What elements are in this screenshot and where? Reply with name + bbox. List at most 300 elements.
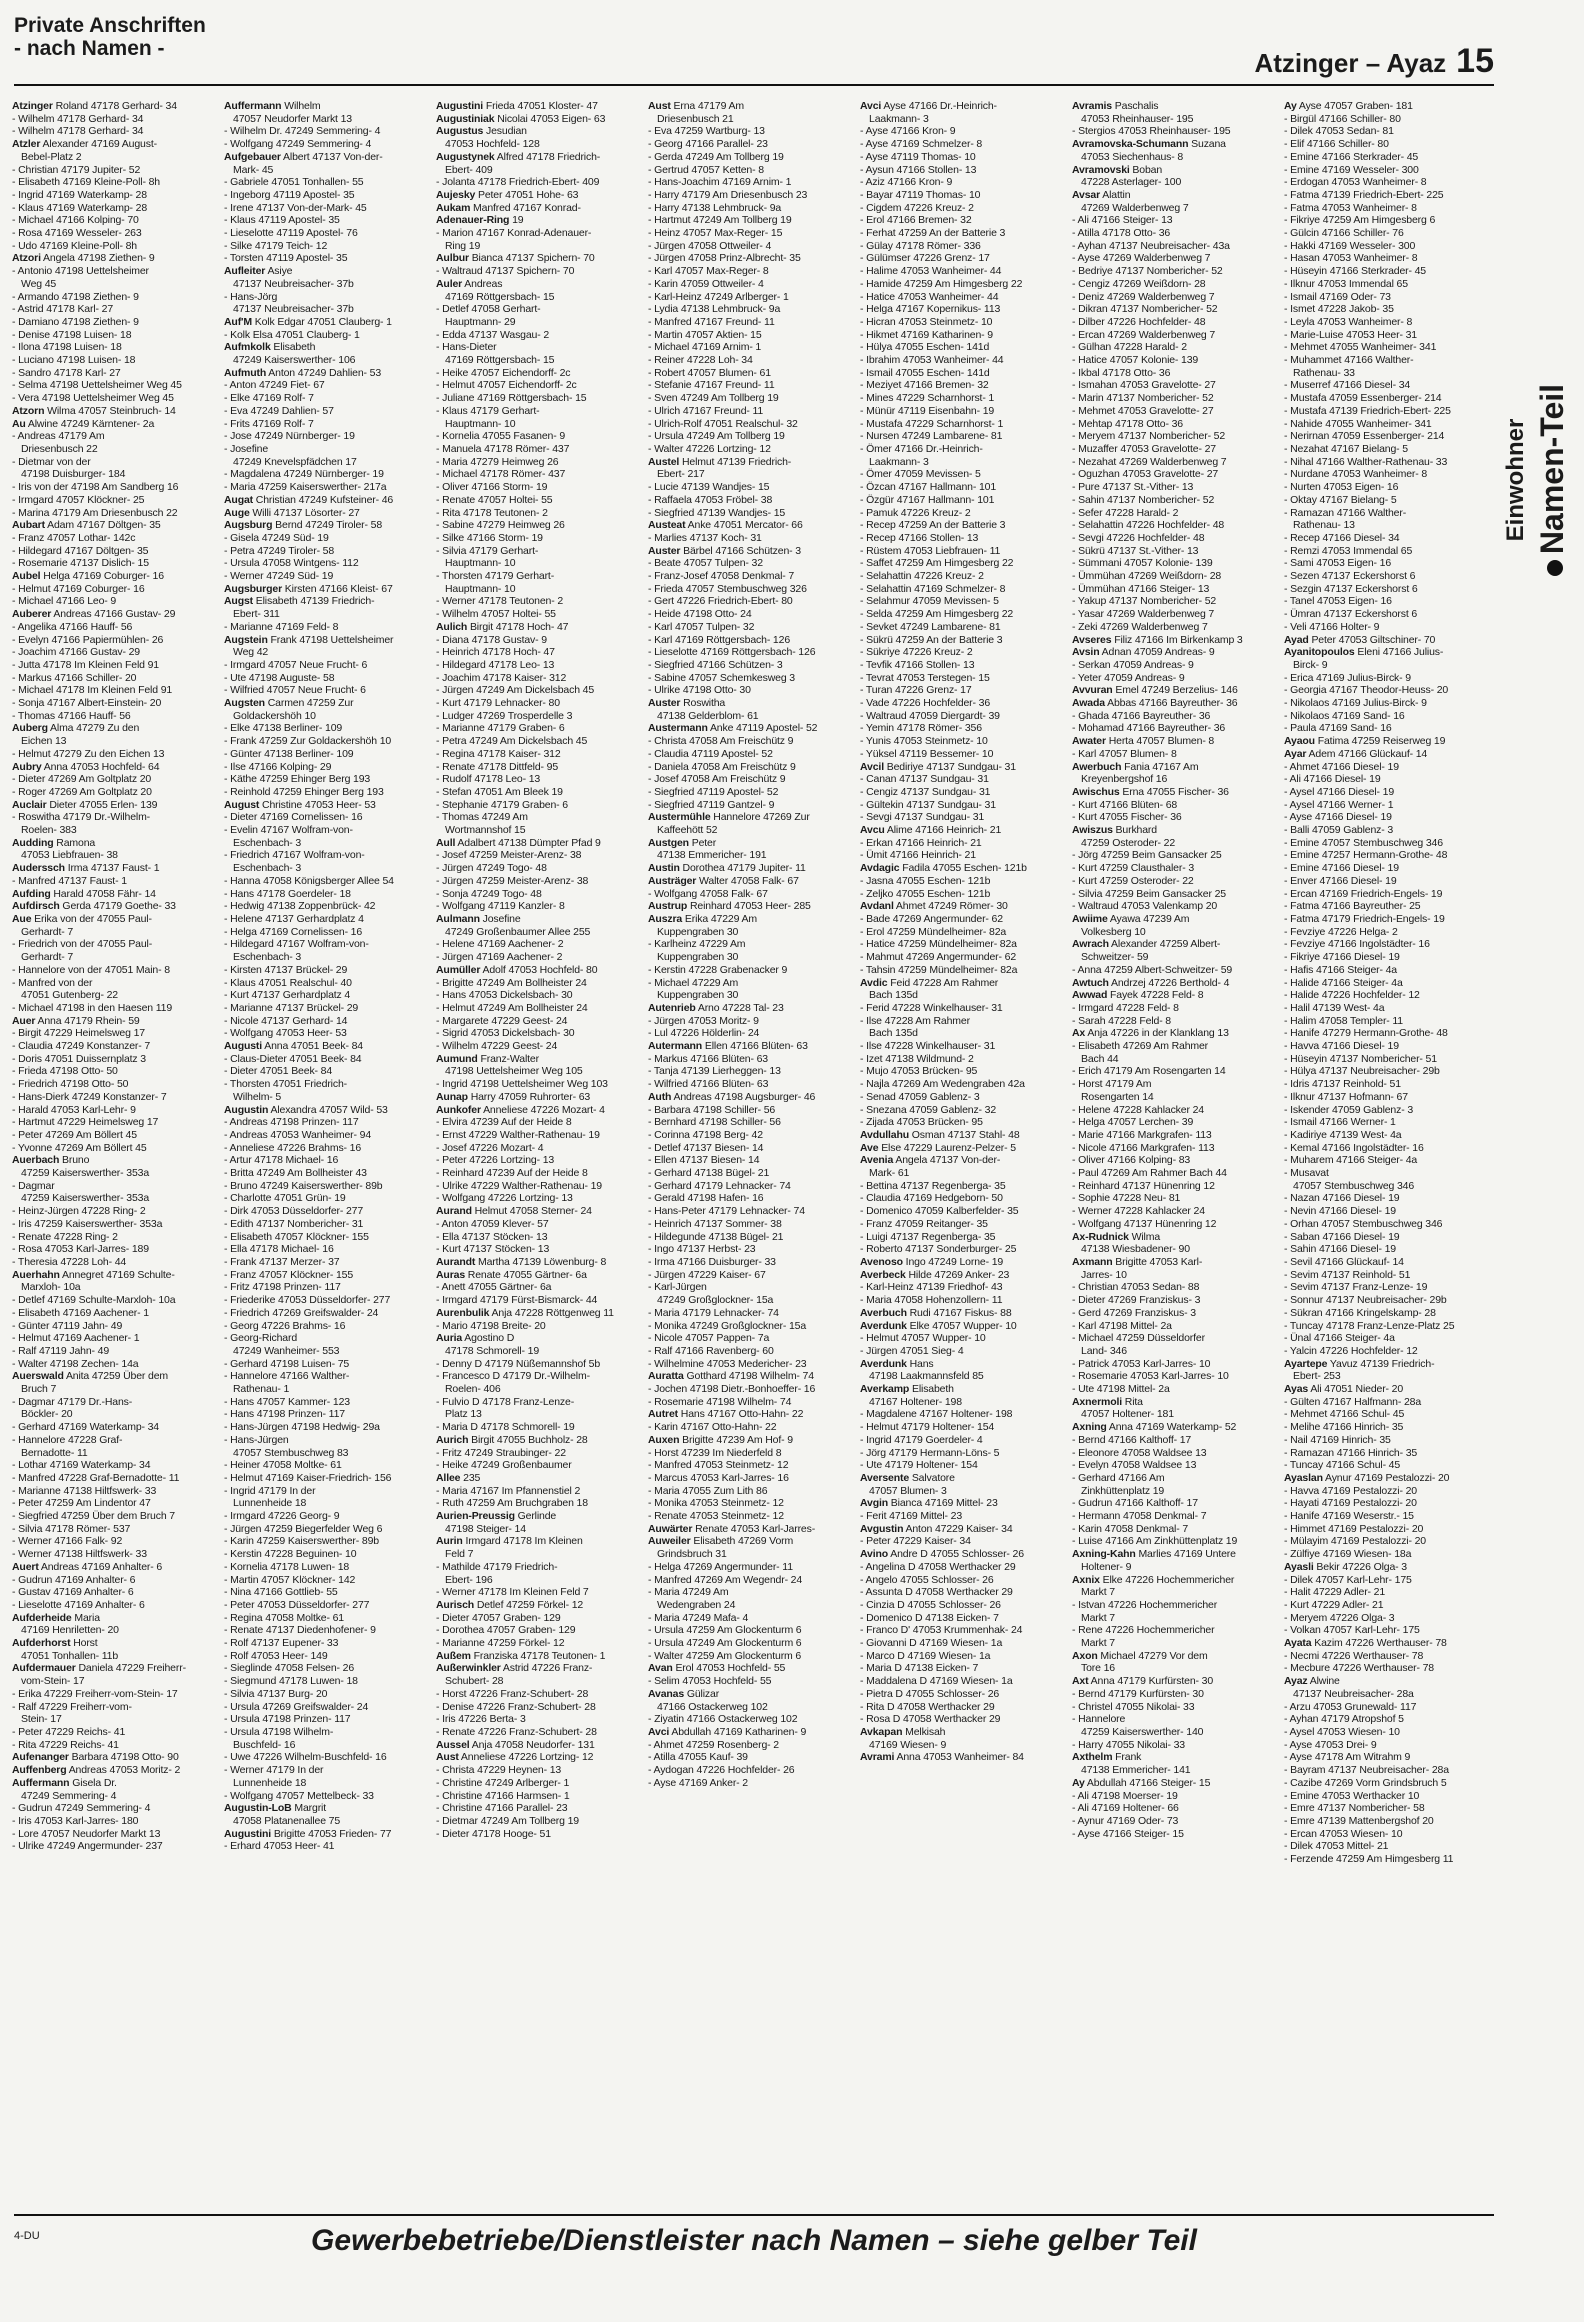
- directory-entry: - Lydia 47138 Lehmbruck- 9a: [648, 303, 781, 316]
- directory-entry: - Silvia 47179 Gerhart-: [436, 544, 539, 557]
- directory-entry: 47138 Gelderblom- 61: [657, 709, 759, 722]
- directory-entry: Ayaslan Aynur 47169 Pestalozzi- 20: [1284, 1471, 1450, 1484]
- directory-entry: - Erol 47259 Mündelheimer- 82a: [860, 925, 1007, 938]
- directory-entry: - Kemal 47166 Ingolstädter- 16: [1284, 1141, 1424, 1154]
- directory-entry: - Renate 47228 Ring- 2: [12, 1230, 118, 1243]
- directory-entry: - Käthe 47259 Ehinger Berg 193: [224, 773, 371, 786]
- directory-entry: - Kerstin 47228 Grabenacker 9: [648, 963, 788, 976]
- directory-entry: Austräger Walter 47058 Falk- 67: [648, 874, 799, 887]
- directory-entry: - Ismail 47166 Werner- 1: [1284, 1116, 1396, 1129]
- directory-entry: - Michael 47178 Im Kleinen Feld 91: [12, 684, 173, 697]
- directory-entry: - Bayar 47119 Thomas- 10: [860, 188, 981, 201]
- directory-entry: - Deniz 47269 Walderbenweg 7: [1072, 290, 1215, 303]
- directory-entry: - Volkan 47057 Karl-Lehr- 175: [1284, 1624, 1420, 1637]
- directory-entry: - Helmut 47057 Eichendorff- 2c: [436, 379, 577, 392]
- directory-entry: - Luigi 47137 Regenberga- 35: [860, 1230, 996, 1243]
- directory-entry: Ebert- 409: [445, 163, 493, 176]
- directory-entry: Hauptmann- 10: [445, 557, 516, 570]
- directory-entry: - Harry 47179 Am Driesenbusch 23: [648, 188, 808, 201]
- directory-entry: - Wolfgang 47057 Mettelbeck- 33: [224, 1789, 374, 1802]
- directory-entry: - Anneliese 47226 Brahms- 16: [224, 1141, 362, 1154]
- directory-entry: - Ilse 47166 Kolping- 29: [224, 760, 332, 773]
- directory-entry: - Kornelia 47055 Fasanen- 9: [436, 430, 566, 443]
- directory-entry: - Muzaffer 47053 Gravelotte- 27: [1072, 442, 1216, 455]
- directory-entry: - Aydogan 47226 Hochfelder- 26: [648, 1764, 795, 1777]
- directory-entry: Auster Bärbel 47166 Schützen- 3: [648, 544, 801, 557]
- directory-entry: - Elvira 47239 Auf der Heide 8: [436, 1116, 572, 1129]
- directory-entry: Augustynek Alfred 47178 Friedrich-: [436, 150, 601, 163]
- directory-entry: - Mustafa 47059 Essenberger- 214: [1284, 392, 1442, 405]
- directory-entry: - Wolfgang 47249 Semmering- 4: [224, 138, 372, 151]
- directory-entry: - Ilknur 47137 Hofmann- 67: [1284, 1090, 1408, 1103]
- directory-entry: - Havva 47169 Pestalozzi- 20: [1284, 1484, 1417, 1497]
- directory-entry: Rathenau- 13: [1293, 519, 1355, 532]
- directory-entry: Augst Elisabeth 47139 Friedrich-: [224, 595, 375, 608]
- directory-entry: - Gerda 47249 Am Tollberg 19: [648, 150, 784, 163]
- directory-entry: Avgustin Anton 47229 Kaiser- 34: [860, 1522, 1013, 1535]
- directory-entry: - Christian 47053 Sedan- 88: [1072, 1281, 1200, 1294]
- directory-entry: - Enver 47166 Diesel- 19: [1284, 874, 1397, 887]
- directory-entry: Averdunk Hans: [860, 1357, 934, 1370]
- directory-entry: - Ferid 47228 Winkelhauser- 31: [860, 1001, 1003, 1014]
- directory-entry: - Heinrich 47178 Hoch- 47: [436, 646, 555, 659]
- directory-entry: - Balli 47059 Gablenz- 3: [1284, 824, 1394, 837]
- directory-entry: - Gerhard 47138 Bügel- 21: [648, 1167, 770, 1180]
- directory-entry: - Lieselotte 47169 Röttgersbach- 126: [648, 646, 816, 659]
- directory-entry: Atzori Angela 47198 Ziethen- 9: [12, 252, 155, 265]
- directory-entry: - Kadiriye 47139 West- 4a: [1284, 1128, 1402, 1141]
- directory-entry: Ebert- 196: [445, 1573, 493, 1586]
- directory-entry: - Rita 47229 Reichs- 41: [12, 1738, 119, 1751]
- directory-entry: - Mahmut 47269 Angermunder- 62: [860, 951, 1017, 964]
- directory-entry: - Artur 47178 Michael- 16: [224, 1154, 339, 1167]
- directory-entry: - Georg 47166 Parallel- 23: [648, 138, 768, 151]
- directory-entry: - Siegfried 47166 Schützen- 3: [648, 658, 783, 671]
- directory-entry: - Rosemarie 47198 Wilhelm- 74: [648, 1395, 792, 1408]
- directory-entry: - Dieter 47051 Beek- 84: [224, 1065, 333, 1078]
- directory-entry: - Erol 47166 Bremen- 32: [860, 214, 972, 227]
- directory-entry: - Erdogan 47053 Wanheimer- 8: [1284, 176, 1427, 189]
- directory-entry: - Saffet 47259 Am Himgesberg 22: [860, 557, 1014, 570]
- directory-entry: - Ursula 47058 Wintgens- 112: [224, 557, 359, 570]
- directory-entry: Rathenau- 33: [1293, 366, 1355, 379]
- directory-entry: - Lore 47057 Neudorfer Markt 13: [12, 1827, 161, 1840]
- directory-entry: - Heinz-Jürgen 47228 Ring- 2: [12, 1205, 146, 1218]
- directory-entry: - Edda 47137 Wasgau- 2: [436, 328, 550, 341]
- directory-entry: - Markus 47166 Schiller- 20: [12, 671, 137, 684]
- directory-entry: - Emre 47139 Mattenbergshof 20: [1284, 1814, 1434, 1827]
- directory-entry: - Marianne 47259 Förkel- 12: [436, 1637, 565, 1650]
- directory-entry: Augsten Carmen 47259 Zur: [224, 697, 354, 710]
- directory-column: [860, 100, 1068, 2202]
- directory-entry: Austgen Peter: [648, 836, 717, 849]
- directory-entry: - Ayhan 47179 Atropshof 5: [1284, 1713, 1404, 1726]
- directory-entry: - Izet 47138 Wildmund- 2: [860, 1052, 974, 1065]
- directory-entry: - Jürgen 47249 Togo- 48: [436, 862, 547, 875]
- directory-entry: Ax-Rudnick Wilma: [1072, 1230, 1161, 1243]
- directory-entry: - Ahmet 47259 Rosenberg- 2: [648, 1738, 779, 1751]
- directory-entry: - Hartmut 47229 Heimelsweg 17: [12, 1116, 159, 1129]
- directory-entry: - Dietmar von der: [12, 455, 91, 468]
- section-title: [14, 14, 206, 60]
- directory-entry: - Marin 47137 Nombericher- 52: [1072, 392, 1214, 405]
- directory-entry: - Luise 47166 Am Zinkhüttenplatz 19: [1072, 1535, 1238, 1548]
- directory-entry: - Oliver 47166 Kolping- 83: [1072, 1154, 1191, 1167]
- directory-entry: - Siegfried 47259 Über dem Bruch 7: [12, 1510, 175, 1523]
- directory-entry: 47167 Holtener- 198: [869, 1395, 962, 1408]
- directory-entry: Avsar Alattin: [1072, 188, 1131, 201]
- directory-entry: - Frank 47259 Zur Goldackershöh 10: [224, 735, 392, 748]
- directory-entry: - Mohamad 47166 Bayreuther- 36: [1072, 722, 1226, 735]
- directory-entry: - Kerstin 47228 Beguinen- 10: [224, 1548, 357, 1561]
- directory-entry: Kuppengraben 30: [657, 925, 739, 938]
- directory-entry: Volkesberg 10: [1081, 925, 1146, 938]
- directory-entry: - Regina 47178 Kaiser- 312: [436, 747, 561, 760]
- directory-entry: Awtuch Andrzej 47226 Berthold- 4: [1072, 976, 1230, 989]
- directory-entry: 47166 Ostackerweg 102: [657, 1700, 768, 1713]
- directory-entry: Awada Abbas 47166 Bayreuther- 36: [1072, 697, 1238, 710]
- directory-entry: Aubry Anna 47053 Hochfeld- 64: [12, 760, 160, 773]
- directory-entry: Aufleiter Asiye: [224, 265, 293, 278]
- directory-entry: - Michael 47229 Am: [648, 976, 739, 989]
- directory-entry: - Pamuk 47226 Kreuz- 2: [860, 506, 971, 519]
- directory-entry: Avci Ayse 47166 Dr.-Heinrich-: [860, 100, 997, 112]
- directory-entry: - Sükrü 47137 St.-Vither- 13: [1072, 544, 1199, 557]
- directory-entry: - Elisabeth 47169 Kleine-Poll- 8h: [12, 176, 160, 189]
- page-code: 4-DU: [14, 2230, 40, 2242]
- directory-entry: - Muhammet 47166 Walther-: [1284, 354, 1414, 367]
- directory-entry: Schubert- 28: [445, 1675, 504, 1688]
- directory-entry: - Gerhard 47169 Waterkamp- 34: [12, 1421, 159, 1434]
- directory-entry: - Martin 47057 Klöckner- 142: [224, 1573, 356, 1586]
- directory-entry: - Tevrat 47053 Terstegen- 15: [860, 671, 990, 684]
- directory-entry: - Sevim 47137 Reinhold- 51: [1284, 1268, 1411, 1281]
- directory-entry: - Sümmani 47057 Kolonie- 139: [1072, 557, 1213, 570]
- directory-entry: Auszra Erika 47229 Am: [648, 913, 757, 925]
- directory-entry: - Ayse 47169 Schmelzer- 8: [860, 138, 983, 151]
- directory-entry: Axt Anna 47179 Kurfürsten- 30: [1072, 1675, 1214, 1688]
- directory-entry: - Rolf 47137 Eupener- 33: [224, 1637, 339, 1650]
- directory-entry: - Turan 47226 Grenz- 17: [860, 684, 972, 697]
- directory-entry: - Havva 47166 Diesel- 19: [1284, 1040, 1399, 1053]
- directory-entry: - Wilfried 47057 Neue Frucht- 6: [224, 684, 366, 697]
- directory-entry: Bach 135d: [869, 1027, 918, 1040]
- directory-entry: - Elke 47169 Rolf- 7: [224, 392, 314, 405]
- directory-entry: Austrup Reinhard 47053 Heer- 285: [648, 900, 811, 913]
- directory-entry: Austermann Anke 47119 Apostel- 52: [648, 722, 818, 735]
- directory-entry: - Magdalena 47249 Nürnberger- 19: [224, 468, 384, 481]
- directory-entry: Eschenbach- 3: [233, 862, 302, 875]
- directory-entry: - Ella 47137 Stöcken- 13: [436, 1230, 548, 1243]
- directory-entry: - Raffaela 47053 Fröbel- 38: [648, 493, 773, 506]
- directory-entry: - Horst 47239 Im Niederfeld 8: [648, 1446, 782, 1459]
- directory-entry: - Theresia 47228 Loh- 44: [12, 1255, 127, 1268]
- directory-entry: - Ralf 47166 Ravenberg- 60: [648, 1344, 774, 1357]
- directory-entry: - Hicran 47053 Steinmetz- 10: [860, 315, 993, 328]
- directory-entry: - Ilknur 47053 Immendal 65: [1284, 277, 1408, 290]
- directory-entry: - Yemin 47178 Römer- 356: [860, 722, 982, 735]
- directory-entry: Aversente Salvatore: [860, 1471, 955, 1484]
- directory-entry: - Walter 47226 Lortzing- 12: [648, 442, 771, 455]
- directory-entry: Awerbuch Fania 47167 Am: [1072, 760, 1199, 773]
- directory-entry: - Irmgard 47228 Feld- 8: [1072, 1001, 1179, 1014]
- directory-entry: - Kirsten 47137 Brückel- 29: [224, 963, 348, 976]
- directory-entry: - Hakki 47169 Wesseler- 300: [1284, 239, 1416, 252]
- directory-entry: - Zeki 47269 Walderbenweg 7: [1072, 620, 1208, 633]
- directory-entry: Böckler- 20: [21, 1408, 73, 1421]
- directory-entry: - Anett 47055 Gärtner- 6a: [436, 1281, 552, 1294]
- directory-entry: Aue Erika von der 47055 Paul-: [12, 913, 152, 925]
- directory-entry: - Luciano 47198 Luisen- 18: [12, 354, 136, 367]
- directory-entry: - Georgia 47167 Theodor-Heuss- 20: [1284, 684, 1449, 697]
- directory-entry: 47169 Röttgersbach- 15: [445, 290, 555, 303]
- bullet-icon: [1547, 560, 1563, 576]
- directory-entry: Auert Andreas 47169 Anhalter- 6: [12, 1560, 163, 1573]
- directory-entry: Auerbach Bruno: [12, 1154, 90, 1167]
- directory-entry: 47169 Röttgersbach- 15: [445, 354, 555, 367]
- directory-entry: - Klaus 47179 Gerhart-: [436, 404, 540, 417]
- directory-entry: - Zijada 47053 Brücken- 95: [860, 1116, 983, 1129]
- directory-entry: Aubart Adam 47167 Döltgen- 35: [12, 519, 161, 532]
- directory-entry: - Marianne 47169 Feld- 8: [224, 620, 339, 633]
- directory-entry: Avan Erol 47053 Hochfeld- 55: [648, 1662, 786, 1675]
- directory-entry: - Frits 47169 Rolf- 7: [224, 417, 314, 430]
- directory-entry: - Roger 47269 Am Goltplatz 20: [12, 785, 152, 798]
- directory-entry: 47138 Emmericher- 141: [1081, 1764, 1191, 1777]
- directory-entry: 47249 Großglockner- 15a: [657, 1294, 774, 1307]
- directory-entry: - Jörg 47179 Hermann-Löns- 5: [860, 1446, 1000, 1459]
- directory-entry: - Gülcin 47166 Schiller- 76: [1284, 227, 1404, 240]
- directory-entry: - Renate 47226 Franz-Schubert- 28: [436, 1726, 597, 1738]
- directory-entry: - Fatma 47053 Wanheimer- 8: [1284, 201, 1417, 214]
- directory-entry: - Ömer 47166 Dr.-Heinrich-: [860, 442, 983, 455]
- directory-entry: - Sahin 47166 Diesel- 19: [1284, 1243, 1396, 1256]
- directory-entry: Auwärter Renate 47053 Karl-Jarres-: [648, 1522, 816, 1535]
- directory-entry: - Eleonore 47058 Waldsee 13: [1072, 1446, 1207, 1459]
- directory-entry: Awwad Fayek 47228 Feld- 8: [1072, 989, 1204, 1002]
- directory-entry: - Rosemarie 47137 Dislich- 15: [12, 557, 149, 570]
- directory-entry: - Franz 47057 Lothar- 142c: [12, 531, 136, 544]
- directory-entry: Ayartepe Yavuz 47139 Friedrich-: [1284, 1357, 1435, 1370]
- directory-entry: - Ali 47198 Moerser- 19: [1072, 1789, 1178, 1802]
- directory-entry: - Saban 47166 Diesel- 19: [1284, 1230, 1400, 1243]
- directory-entry: Ebert- 311: [233, 608, 280, 621]
- directory-entry: Aust Erna 47179 Am: [648, 100, 744, 112]
- directory-entry: - Aynur 47169 Oder- 73: [1072, 1814, 1179, 1827]
- directory-entry: - Özgür 47167 Hallmann- 101: [860, 493, 995, 506]
- directory-entry: Aurand Helmut 47058 Sterner- 24: [436, 1205, 592, 1218]
- directory-entry: Außem Franziska 47178 Teutonen- 1: [436, 1649, 606, 1662]
- directory-entry: - Maria 47058 Hohenzollern- 11: [860, 1294, 1003, 1307]
- directory-entry: - Marie-Luise 47053 Heer- 31: [1284, 328, 1417, 341]
- directory-entry: - Ferhat 47259 An der Batterie 3: [860, 227, 1006, 240]
- directory-entry: - Uwe 47226 Wilhelm-Buschfeld- 16: [224, 1751, 387, 1764]
- directory-entry: - Ella 47178 Michael- 16: [224, 1243, 334, 1256]
- directory-entry: - Sevim 47137 Franz-Lenze- 19: [1284, 1281, 1428, 1294]
- directory-entry: - Maria 47055 Zum Lith 86: [648, 1484, 768, 1497]
- directory-entry: Awater Herta 47057 Blumen- 8: [1072, 735, 1215, 748]
- directory-entry: - Patrick 47053 Karl-Jarres- 10: [1072, 1357, 1211, 1370]
- directory-entry: Driesenbusch 22: [21, 442, 98, 455]
- directory-entry: Aussel Anja 47058 Neudorfer- 131: [436, 1738, 595, 1751]
- directory-entry: Aukam Manfred 47167 Konrad-: [436, 201, 581, 214]
- directory-entry: Avgin Bianca 47169 Mittel- 23: [860, 1497, 998, 1510]
- directory-entry: - Nihal 47166 Walther-Rathenau- 33: [1284, 455, 1448, 468]
- directory-entry: - Dietmar 47249 Am Tollberg 19: [436, 1814, 579, 1827]
- directory-entry: Aust Anneliese 47226 Lortzing- 12: [436, 1751, 594, 1764]
- directory-entry: Aufderhorst Horst: [12, 1637, 98, 1650]
- directory-entry: 47058 Platanenallee 75: [233, 1814, 341, 1827]
- directory-entry: - Rita D 47058 Werthacker 29: [860, 1700, 995, 1713]
- directory-entry: Autenrieb Arno 47228 Tal- 23: [648, 1001, 784, 1014]
- directory-entry: - Rudolf 47178 Leo- 13: [436, 773, 541, 786]
- directory-entry: - Manfred 47228 Graf-Bernadotte- 11: [12, 1471, 180, 1484]
- directory-entry: - Anton 47249 Fiet- 67: [224, 379, 325, 392]
- directory-entry: - Ercan 47269 Walderbenweg 7: [1072, 328, 1216, 341]
- directory-entry: Audding Ramona: [12, 836, 96, 849]
- directory-entry: - Ursula 47249 Am Tollberg 19: [648, 430, 785, 443]
- directory-entry: - Jürgen 47053 Moritz- 9: [648, 1014, 759, 1027]
- directory-entry: 47259 Kaiserswerther- 353a: [21, 1192, 150, 1205]
- directory-entry: Augustini Brigitte 47053 Frieden- 77: [224, 1827, 392, 1840]
- directory-entry: - Renate 47057 Holtei- 55: [436, 493, 553, 506]
- directory-entry: 47137 Neubreisacher- 28a: [1293, 1687, 1414, 1700]
- directory-entry: - Ute 47198 Mittel- 2a: [1072, 1383, 1170, 1396]
- directory-entry: - Sonja 47167 Albert-Einstein- 20: [12, 697, 162, 710]
- directory-entry: - Siegmund 47178 Luwen- 18: [224, 1675, 358, 1688]
- directory-entry: Adenauer-Ring 19: [436, 214, 524, 227]
- directory-entry: Avci Abdullah 47169 Katharinen- 9: [648, 1726, 807, 1738]
- directory-entry: Auras Renate 47055 Gärtner- 6a: [436, 1268, 587, 1281]
- directory-entry: Aulmann Josefine: [436, 913, 521, 925]
- directory-entry: Ebert- 253: [1293, 1370, 1341, 1383]
- directory-entry: 47198 Laakmannsfeld 85: [869, 1370, 984, 1383]
- directory-entry: Avkapan Melkisah: [860, 1726, 946, 1738]
- directory-entry: - Claudia 47249 Konstanzer- 7: [12, 1040, 151, 1053]
- directory-entry: Eschenbach- 3: [233, 951, 302, 964]
- directory-entry: - Wolfgang 47119 Kanzler- 8: [436, 900, 565, 913]
- directory-entry: - Gerd 47269 Franziskus- 3: [1072, 1306, 1196, 1319]
- directory-entry: 47198 Uettelsheimer Weg 105: [445, 1065, 583, 1078]
- directory-entry: - Hülya 47055 Eschen- 141d: [860, 341, 990, 354]
- directory-entry: - Hans 47178 Goerdeler- 18: [224, 887, 351, 900]
- directory-entry: - Werner 47166 Falk- 92: [12, 1535, 123, 1548]
- directory-entry: - Horst 47226 Franz-Schubert- 28: [436, 1687, 589, 1700]
- directory-entry: - Nail 47169 Hinrich- 35: [1284, 1433, 1391, 1446]
- directory-entry: - Ercan 47169 Friedrich-Engels- 19: [1284, 887, 1443, 900]
- directory-entry: - Damiano 47198 Ziethen- 9: [12, 315, 139, 328]
- directory-entry: - Helga 47169 Cornelissen- 16: [224, 925, 363, 938]
- directory-entry: - Bade 47269 Angermunder- 62: [860, 913, 1003, 925]
- directory-entry: - Hartmut 47249 Am Tollberg 19: [648, 214, 792, 227]
- directory-entry: 47228 Asterlager- 100: [1081, 176, 1182, 189]
- directory-entry: - Irmgard 47226 Georg- 9: [224, 1510, 340, 1523]
- directory-entry: - Dieter 47057 Graben- 129: [436, 1611, 561, 1624]
- directory-entry: - Wilhelm Dr. 47249 Semmering- 4: [224, 125, 381, 138]
- directory-entry: - Aysel 47053 Wiesen- 10: [1284, 1726, 1400, 1738]
- directory-entry: Avsin Adnan 47059 Andreas- 9: [1072, 646, 1215, 659]
- directory-entry: Grindsbruch 31: [657, 1548, 727, 1561]
- directory-entry: - Friedrich von der 47055 Paul-: [12, 938, 153, 951]
- directory-entry: - Reinhard 47239 Auf der Heide 8: [436, 1167, 588, 1180]
- directory-entry: Auster Roswitha: [648, 697, 726, 710]
- directory-entry: - Hanife 47279 Hermann-Grothe- 48: [1284, 1027, 1448, 1040]
- directory-entry: - Halit 47229 Adler- 21: [1284, 1586, 1386, 1599]
- side-tab-big: [1534, 320, 1572, 640]
- directory-entry: - Renate 47137 Diedenhofener- 9: [224, 1624, 376, 1637]
- directory-entry: - Erkan 47166 Heinrich- 21: [860, 836, 982, 849]
- directory-entry: - Hannelore 47166 Walther-: [224, 1370, 350, 1383]
- directory-entry: - Reinhold 47259 Ehinger Berg 193: [224, 785, 384, 798]
- directory-entry: Austin Dorothea 47179 Jupiter- 11: [648, 862, 806, 875]
- directory-entry: - Christian 47179 Jupiter- 52: [12, 163, 141, 176]
- directory-entry: - Muserref 47166 Diesel- 34: [1284, 379, 1411, 392]
- directory-entry: Kuppengraben 30: [657, 989, 739, 1002]
- directory-entry: - Emre 47137 Nombericher- 58: [1284, 1802, 1425, 1815]
- directory-entry: - Barbara 47198 Schiller- 56: [648, 1103, 776, 1116]
- directory-entry: - Oliver 47166 Storm- 19: [436, 481, 548, 494]
- directory-entry: Awischus Erna 47055 Fischer- 36: [1072, 785, 1229, 798]
- directory-entry: - Sami 47053 Eigen- 16: [1284, 557, 1392, 570]
- directory-entry: - Magdalene 47167 Holtener- 198: [860, 1408, 1013, 1421]
- directory-entry: - Frank 47137 Merzer- 37: [224, 1255, 340, 1268]
- directory-entry: - Marianne 47137 Brückel- 29: [224, 1001, 359, 1014]
- directory-entry: Auffenberg Andreas 47053 Moritz- 2: [12, 1764, 181, 1777]
- directory-entry: - Selahmur 47059 Mevissen- 5: [860, 595, 999, 608]
- directory-entry: Lunnenheide 18: [233, 1497, 307, 1510]
- directory-entry: - Ayse 47119 Thomas- 10: [860, 150, 976, 163]
- directory-entry: - Renate 47053 Steinmetz- 12: [648, 1510, 784, 1523]
- directory-entry: Axnermoli Rita: [1072, 1395, 1143, 1408]
- directory-entry: - Josef 47259 Meister-Arenz- 38: [436, 849, 582, 862]
- directory-entry: - Kolk Elsa 47051 Clauberg- 1: [224, 328, 360, 341]
- section-title-line2: - nach Namen -: [14, 37, 165, 60]
- directory-entry: - Hans-Dierk 47249 Konstanzer- 7: [12, 1090, 167, 1103]
- directory-entry: Bruch 7: [21, 1383, 57, 1396]
- directory-entry: - Daniela 47058 Am Freischütz 9: [648, 760, 796, 773]
- directory-entry: Auberer Andreas 47166 Gustav- 29: [12, 608, 176, 621]
- directory-entry: - Werner 47138 Hiltfswerk- 33: [12, 1548, 147, 1561]
- directory-entry: - Michael 47198 in den Haesen 119: [12, 1001, 173, 1014]
- directory-entry: - Serkan 47059 Andreas- 9: [1072, 658, 1194, 671]
- directory-entry: - Karl 47057 Tulpen- 32: [648, 620, 755, 633]
- page-range-label: Atzinger – Ayaz: [1254, 48, 1447, 78]
- directory-entry: - Cengiz 47137 Sundgau- 31: [860, 785, 991, 798]
- directory-entry: - Frieda 47198 Otto- 50: [12, 1065, 118, 1078]
- directory-entry: - Klaus 47169 Waterkamp- 28: [12, 201, 148, 214]
- directory-entry: - Claus-Dieter 47051 Beek- 84: [224, 1052, 362, 1065]
- directory-entry: - Frieda 47057 Stembuschweg 326: [648, 582, 807, 595]
- directory-entry: - Michael 47259 Düsseldorfer: [1072, 1332, 1205, 1345]
- directory-entry: - Dilber 47226 Hochfelder- 48: [1072, 315, 1206, 328]
- directory-column: [1284, 100, 1492, 2202]
- directory-entry: - Rita 47178 Teutonen- 2: [436, 506, 548, 519]
- directory-entry: Axon Michael 47279 Vor dem: [1072, 1649, 1208, 1662]
- directory-entry: - Sophie 47228 Neu- 81: [1072, 1192, 1181, 1205]
- directory-entry: Ayaou Fatima 47259 Reiserweg 19: [1284, 735, 1446, 748]
- directory-entry: - Wolfgang 47058 Falk- 67: [648, 887, 768, 900]
- directory-entry: - Diana 47178 Gustav- 9: [436, 633, 547, 646]
- directory-entry: August Christine 47053 Heer- 53: [224, 798, 376, 811]
- directory-entry: - Remzi 47053 Immendal 65: [1284, 544, 1413, 557]
- directory-entry: - Siegfried 47119 Gantzel- 9: [648, 798, 775, 811]
- directory-entry: - Sefer 47228 Harald- 2: [1072, 506, 1179, 519]
- directory-entry: - Wilhelmine 47053 Medericher- 23: [648, 1357, 807, 1370]
- directory-entry: - Gerhard 47166 Am: [1072, 1471, 1165, 1484]
- directory-entry: Buschfeld- 16: [233, 1738, 296, 1751]
- directory-entry: - Peter 47053 Düsseldorfer- 277: [224, 1598, 370, 1611]
- section-title-line1: Private Anschriften: [14, 14, 206, 37]
